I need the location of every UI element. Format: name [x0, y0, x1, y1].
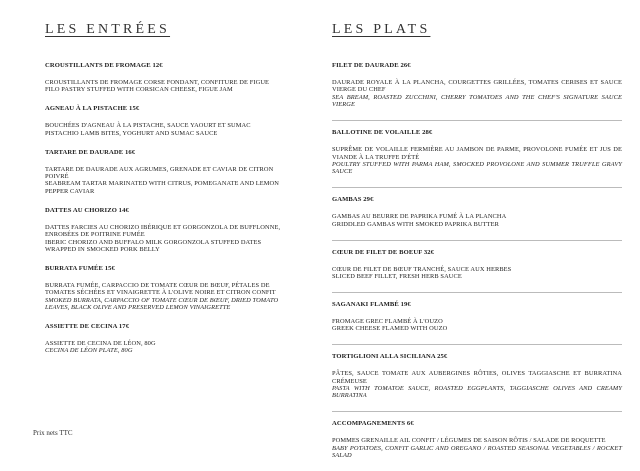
menu-item-description-fr: BOUCHÉES D'AGNEAU À LA PISTACHE, SAUCE YAOURT ET SUMAC: [45, 122, 251, 130]
menu-item-name: ACCOMPAGNEMENTS 6€: [332, 420, 414, 428]
menu-item-description-en: SMOKED BURRATA, CARPACCIO OF TOMATE CŒUR DE BŒUF, DRIED TOMATO LEAVES, BLACK OLIVE AND PRESERVED LEMON VINAIGRETTE: [45, 296, 279, 312]
menu-item-description-fr: ASSIETTE DE CECINA DE LÉON, 80G: [45, 340, 156, 347]
menu-item: [332, 240, 622, 281]
menu-item-description-en: PASTA WITH TOMATOE SAUCE, ROASTED EGGPLANTS, TAGGIASCHE OLIVES AND CREAMY BURRATINA: [332, 385, 622, 400]
divider: [332, 187, 622, 188]
menu-item-description-fr: DATTES FARCIES AU CHORIZO IBÉRIQUE ET GORGONZOLA DE BUFFLONNE, ENROBÉES DE POITRINE FUMÉE: [45, 223, 281, 239]
divider: [332, 344, 622, 345]
entrees-list: [45, 62, 285, 366]
plats-title: LES PLATS: [332, 22, 431, 37]
menu-item-description-en: SLICED BEEF FILLET, FRESH HERB SAUCE: [332, 272, 462, 280]
menu-item: [45, 62, 285, 94]
menu-item-description-fr: CROUSTILLANTS DE FROMAGE CORSE FONDANT, CONFITURE DE FIGUE: [45, 79, 270, 86]
menu-item-name: TORTIGLIONI ALLA SICILIANA 25€: [332, 353, 448, 361]
menu-item: [332, 411, 622, 459]
menu-item: [45, 323, 285, 355]
menu-item-description-en: SEA BREAM, ROASTED ZUCCHINI, CHERRY TOMATOES AND THE CHEF'S SIGNATURE SAUCE VIERGE: [332, 93, 622, 109]
menu-item-name: BURRATA FUMÉE 15€: [45, 264, 115, 272]
menu-item-description-en: CECINA DE LÉON PLATE, 80G: [45, 347, 133, 355]
menu-item-name: FILET DE DAURADE 26€: [332, 62, 411, 69]
menu-item: [332, 292, 622, 333]
menu-item: [45, 265, 285, 312]
menu-item: [332, 120, 622, 176]
menu-item-description-fr: CŒUR DE FILET DE BŒUF TRANCHÉ, SAUCE AUX HERBES: [332, 265, 512, 273]
menu-item-name: BALLOTINE DE VOLAILLE 28€: [332, 129, 433, 137]
menu-item-description-en: GREEK CHEESE FLAMED WITH OUZO: [332, 325, 448, 333]
menu-item-name: AGNEAU À LA PISTACHE 15€: [45, 105, 140, 113]
menu-item-description-en: PISTACHIO LAMB BITES, YOGHURT AND SUMAC SAUCE: [45, 129, 218, 137]
menu-item: [332, 62, 622, 109]
divider: [332, 120, 622, 121]
menu-item-description-en: BABY POTATOES, CONFIT GARLIC AND OREGANO / ROASTED SEASONAL VEGETABLES / ROCKET SALAD: [332, 444, 622, 460]
menu-item-name: TARTARE DE DAURADE 16€: [45, 148, 136, 156]
menu-item-description-en: IBERIC CHORIZO AND BUFFALO MILK GORGONZOLA STUFFED DATES WRAPPED IN SMOCKED PORK BELLY: [45, 238, 262, 253]
menu-item-description-fr: PÂTES, SAUCE TOMATE AUX AUBERGINES RÔTIES, OLIVES TAGGIASCHE ET BURRATINA CRÉMEUSE: [332, 370, 622, 385]
divider: [332, 292, 622, 293]
menu-item-name: CŒUR DE FILET DE BOEUF 32€: [332, 248, 435, 256]
divider: [332, 240, 622, 241]
menu-item-description-fr: POMMES GRENAILLE AIL CONFIT / LÉGUMES DE SAISON RÔTIS / SALADE DE ROQUETTE: [332, 437, 606, 445]
menu-item-description-fr: FROMAGE GREC FLAMBÉ À L'OUZO: [332, 317, 443, 325]
menu-item-description-en: SEABREAM TARTAR MARINATED WITH CITRUS, POMEGANATE AND LEMON PEPPER CAVIAR: [45, 180, 279, 195]
plats-list: [332, 62, 622, 471]
divider: [332, 411, 622, 412]
menu-item-name: CROUSTILLANTS DE FROMAGE 12€: [45, 62, 163, 69]
menu-item: [45, 149, 285, 196]
menu-item: [332, 344, 622, 400]
menu-item: [332, 187, 622, 228]
menu-item-description-en: GRIDDLED GAMBAS WITH SMOKED PAPRIKA BUTTER: [332, 220, 499, 228]
menu-item-description-fr: BURRATA FUMÉE, CARPACCIO DE TOMATE CŒUR DE BŒUF, PÉTALES DE TOMATES SÉCHÉES ET VINAIGRETTE À L'OLIVE NOIRE ET CITRON CONFIT: [45, 281, 276, 297]
menu-item-description-fr: GAMBAS AU BEURRE DE PAPRIKA FUMÉ À LA PLANCHA: [332, 213, 507, 221]
menu-item-name: DATTES AU CHORIZO 14€: [45, 206, 129, 214]
menu-item: [45, 105, 285, 137]
menu-item-name: ASSIETTE DE CECINA 17€: [45, 323, 130, 330]
menu-item-description-fr: TARTARE DE DAURADE AUX AGRUMES, GRENADE ET CAVIAR DE CITRON POIVRÉ: [45, 165, 274, 181]
entrees-title: LES ENTRÉES: [45, 22, 171, 37]
menu-item-name: SAGANAKI FLAMBÉ 19€: [332, 300, 411, 308]
price-note: Prix nets TTC: [33, 429, 73, 437]
menu-item-description-en: POULTRY STUFFED WITH PARMA HAM, SMOCKED PROVOLONE AND SUMMER TRUFFLE GRAVY SAUCE: [332, 160, 622, 176]
menu-item-name: GAMBAS 29€: [332, 196, 374, 204]
menu-item-description-en: FILO PASTRY STUFFED WITH CORSICAN CHEESE, FIGUE JAM: [45, 86, 233, 94]
menu-item: [45, 207, 285, 254]
menu-item-description-fr: DAURADE ROYALE À LA PLANCHA, COURGETTES GRILLÉES, TOMATES CERISES ET SAUCE VIERGE DU CHEF: [332, 79, 622, 94]
menu-item-description-fr: SUPRÊME DE VOLAILLE FERMIÈRE AU JAMBON DE PARME, PROVOLONE FUMÉE ET JUS DE VIANDE À LA TRUFFE D'ÉTÉ: [332, 146, 622, 161]
